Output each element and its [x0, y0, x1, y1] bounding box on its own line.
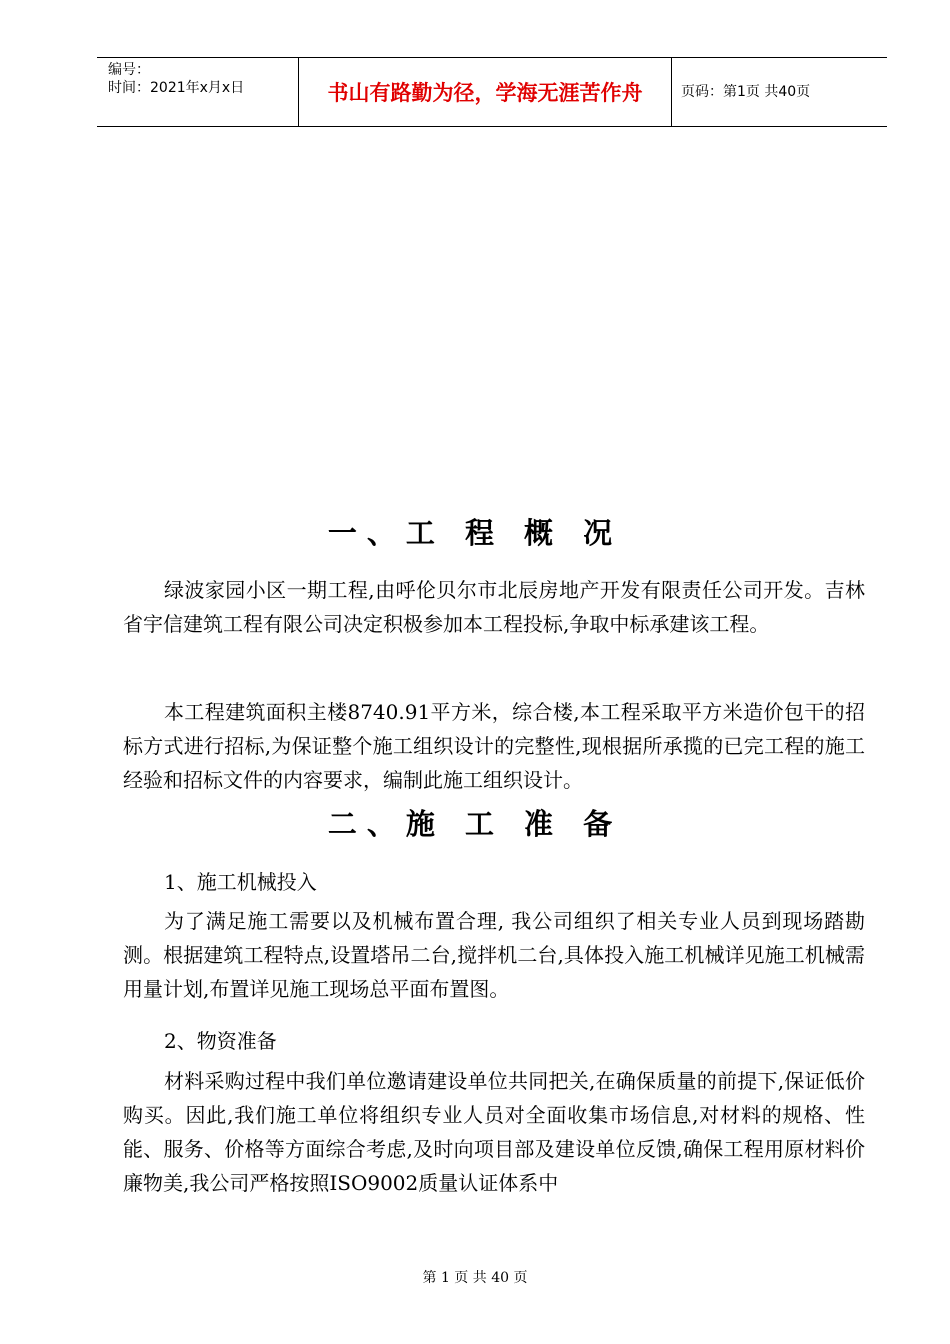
item-2-title: 2、物资准备 — [164, 1029, 277, 1053]
header-motto-cell — [299, 58, 672, 126]
section-heading-preparation: 二、施 工 准 备 — [327, 807, 623, 841]
page-footer: 第 1 页 共 40 页 — [422, 1270, 528, 1286]
overview-paragraph-1: 绿波家园小区一期工程,由呼伦贝尔市北辰房地产开发有限责任公司开发。吉林省宇信建筑工程有限公司决定积极参加本工程投标,争取中标承建该工程。 — [123, 578, 865, 636]
header-page-info: 页码：第1页 共40页 — [681, 84, 811, 100]
overview-paragraph-2: 本工程建筑面积主楼8740.91平方米，综合楼,本工程采取平方米造价包干的招标方式进行招标,为保证整个施工组织设计的完整性,现根据所承揽的已完工程的施工经验和招标文件的内容要求，编制此施工组织设计。 — [123, 700, 865, 792]
page-header — [97, 57, 887, 127]
section-heading-overview: 一、工 程 概 况 — [327, 516, 623, 550]
header-meta-cell — [97, 58, 299, 126]
document-time-label: 时间：2021年x月x日 — [108, 80, 245, 96]
header-page-cell — [672, 58, 887, 126]
header-motto: 书山有路勤为径，学海无涯苦作舟 — [327, 81, 643, 105]
item-1-paragraph: 为了满足施工需要以及机械布置合理, 我公司组织了相关专业人员到现场踏勘测。根据建筑工程特点,设置塔吊二台,搅拌机二台,具体投入施工机械详见施工机械需用量计划,布置详见施工现场总平面布置图。 — [123, 909, 865, 1001]
item-2-paragraph: 材料采购过程中我们单位邀请建设单位共同把关,在确保质量的前提下,保证低价购买。因此,我们施工单位将组织专业人员对全面收集市场信息,对材料的规格、性能、服务、价格等方面综合考虑,及时向项目部及建设单位反馈,确保工程用原材料价廉物美,我公司严格按照ISO9002质量认证体系中 — [123, 1069, 865, 1195]
item-1-title: 1、施工机械投入 — [164, 870, 317, 894]
document-number-label: 编号： — [108, 62, 150, 78]
